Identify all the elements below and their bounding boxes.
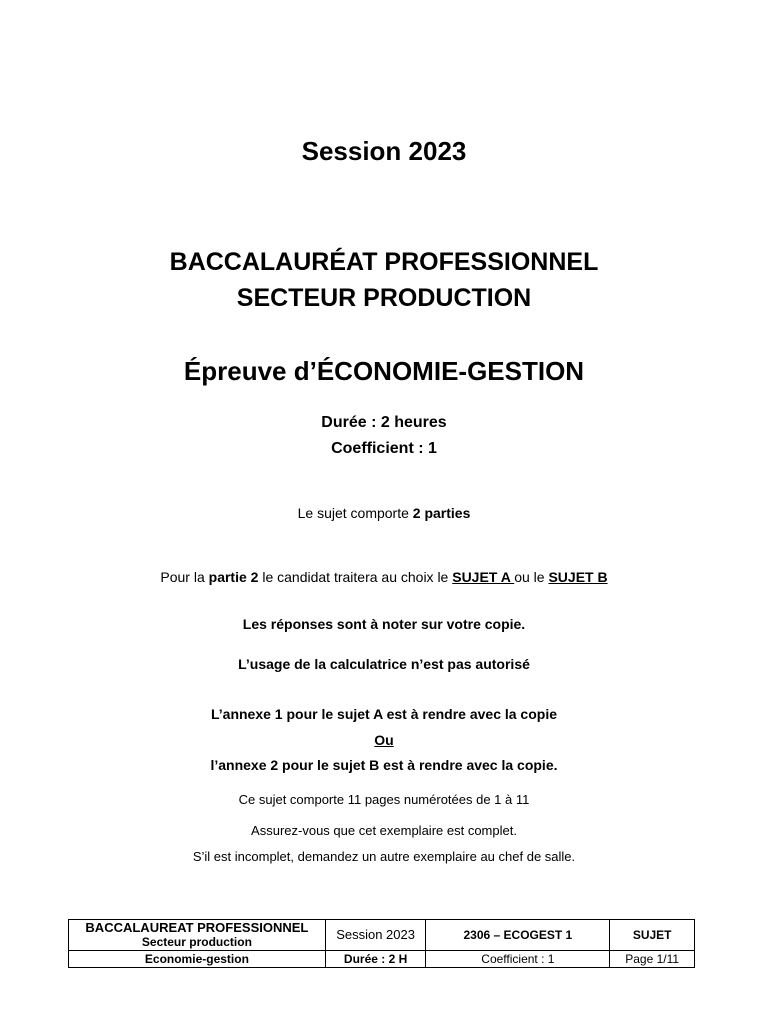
footer-page: Page 1/11 xyxy=(610,951,695,968)
duration: Durée : 2 heures xyxy=(321,414,447,431)
session-title: Session 2023 xyxy=(301,136,467,166)
choice-part: partie 2 xyxy=(208,569,259,585)
calculator-instruction: L’usage de la calculatrice n’est pas autorisé xyxy=(238,656,530,672)
parts-info xyxy=(0,505,768,521)
incomplete-instruction: S’il est incomplet, demandez un autre exemplaire au chef de salle. xyxy=(192,849,576,864)
footer-code: 2306 – ECOGEST 1 xyxy=(426,920,610,951)
exam-title-line2: SECTEUR PRODUCTION xyxy=(236,284,532,312)
footer-secteur: Secteur production xyxy=(141,935,252,949)
subject-title: Épreuve d’ÉCONOMIE-GESTION xyxy=(183,356,585,386)
page-count-info: Ce sujet comporte 11 pages numérotées de 1 à 11 xyxy=(238,792,530,807)
footer-exam-cell xyxy=(69,920,326,951)
choice-text-1: Pour la xyxy=(160,569,209,585)
footer-matiere: Economie-gestion xyxy=(69,951,326,968)
coefficient: Coefficient : 1 xyxy=(331,440,437,457)
choice-subject-b: SUJET B xyxy=(548,569,608,585)
choice-text-2: le candidat traitera au choix le xyxy=(258,569,453,585)
annex2-instruction: l’annexe 2 pour le sujet B est à rendre avec la copie. xyxy=(210,757,558,773)
answers-instruction: Les réponses sont à noter sur votre copie. xyxy=(242,616,526,632)
footer-session: Session 2023 xyxy=(325,920,426,951)
parts-info-prefix: Le sujet comporte xyxy=(297,505,413,521)
footer-sujet: SUJET xyxy=(610,920,695,951)
choice-subject-a: SUJET A xyxy=(452,569,515,585)
footer-duree: Durée : 2 H xyxy=(325,951,426,968)
or-separator: Ou xyxy=(374,732,394,748)
footer-table xyxy=(68,919,695,968)
choice-text-3: ou le xyxy=(514,569,549,585)
footer-bac: BACCALAUREAT PROFESSIONNEL xyxy=(85,920,309,935)
completeness-check: Assurez-vous que cet exemplaire est complet. xyxy=(251,823,517,838)
exam-title-line1: BACCALAURÉAT PROFESSIONNEL xyxy=(169,248,599,276)
footer-coefficient: Coefficient : 1 xyxy=(426,951,610,968)
parts-info-count: 2 parties xyxy=(412,505,471,521)
choice-instruction xyxy=(0,569,768,585)
annex1-instruction: L’annexe 1 pour le sujet A est à rendre avec la copie xyxy=(211,706,557,722)
